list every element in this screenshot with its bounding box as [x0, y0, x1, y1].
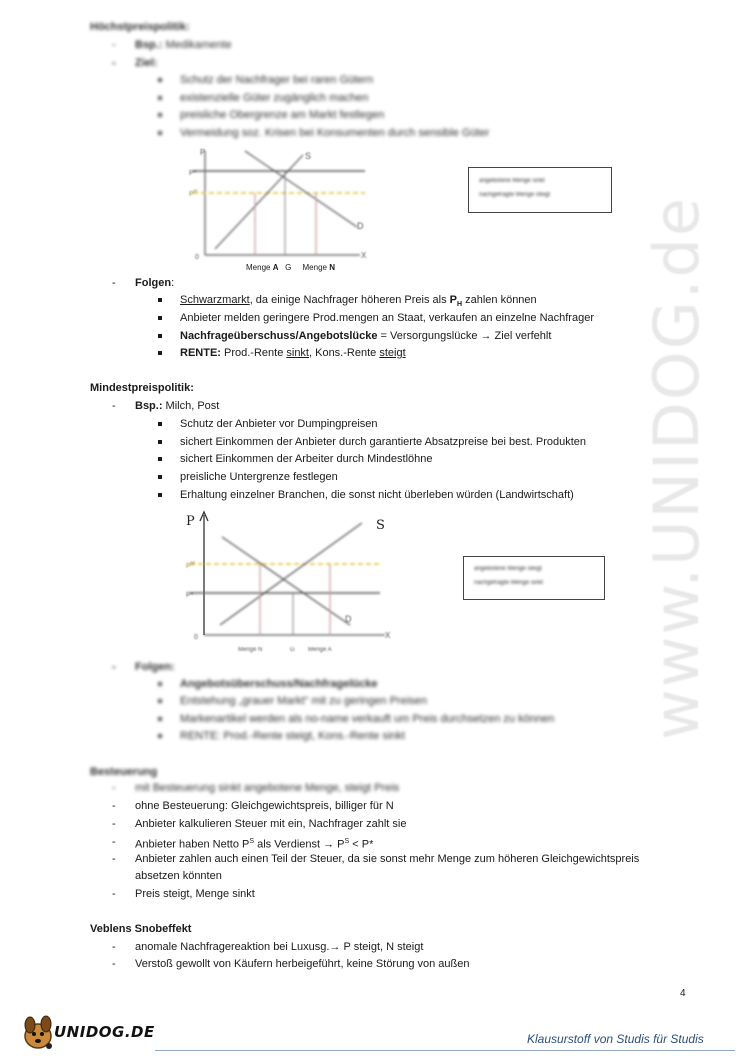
g1-d-label: D	[357, 221, 364, 231]
g1-menge-1: Menge	[246, 263, 271, 272]
heading-veblen: Veblens Snobeffekt	[90, 923, 192, 935]
heading-hoechstpreispolitik: Höchstpreispolitik:	[90, 21, 190, 33]
hoechstpreis-info-box	[468, 167, 612, 213]
g2-pstar: P*	[186, 592, 194, 599]
steuer-item-6: - Preis steigt, Menge sinkt	[135, 887, 255, 901]
folgen-1-item-2: Anbieter melden geringere Prod.mengen an Staat, verkaufen an einzelne Nachfrager	[180, 312, 594, 324]
mindestpreis-graph	[180, 507, 405, 657]
logo-text: UNIDOG.DE	[54, 1023, 155, 1041]
g2-box-line-2: nachgefragte Menge sinkt	[474, 580, 544, 586]
steuer-item-3: - Anbieter kalkulieren Steuer mit ein, Nachfrager zahlt sie	[135, 817, 406, 831]
g1-menge-a: A	[272, 263, 279, 272]
g1-origin: 0	[195, 254, 199, 261]
g1-s-label: S	[305, 151, 312, 161]
mindest-item-5: Erhaltung einzelner Branchen, die sonst nicht überleben würden (Landwirtschaft)	[180, 489, 574, 501]
g1-x-tick-labels	[246, 263, 335, 273]
g1-x-label: X	[361, 251, 367, 260]
bsp-line-2: - Bsp.: Milch, Post	[135, 399, 219, 413]
heading-mindestpreispolitik: Mindestpreispolitik:	[90, 382, 194, 394]
veblen-item-1: - anomale Nachfragereaktion bei Luxusg.→ P steigt, N steigt	[135, 940, 423, 954]
bsp-line-1	[135, 38, 232, 52]
folgen-1-item-1: Schwarzmarkt, da einige Nachfrager höheren Preis als $P_H$ zahlen können	[180, 293, 537, 312]
folgen-2-label: - Folgen:	[135, 660, 175, 674]
g2-tick-2: G	[290, 647, 295, 653]
steuer-item-1: - mit Besteuerung sinkt angebotene Menge, steigt Preis	[135, 781, 399, 795]
bsp-text: Medikamente	[165, 39, 232, 51]
g1-box-line-1: angebotene Menge sinkt	[479, 178, 545, 184]
folgen-1-item-3: Nachfrageüberschuss/Angebotslücke = Versorgungslücke → Ziel verfehlt	[180, 330, 552, 342]
folgen-2-item-4: RENTE: Prod.-Rente steigt, Kons.-Rente sinkt	[180, 730, 405, 742]
g2-x-label: X	[385, 631, 391, 640]
watermark: www.UNIDOG.de	[640, 196, 713, 740]
ziel-item-4: Vermeidung soz. Krisen bei Konsumenten durch sensible Güter	[180, 127, 490, 139]
g2-origin: 0	[194, 634, 198, 641]
g1-ph: $P^H$	[189, 189, 198, 198]
g2-pm: $P^M$	[186, 561, 195, 570]
g2-d-label: D	[345, 614, 352, 624]
folgen-2-item-2: Entstehung „grauer Markt“ mit zu geringen Preisen	[180, 695, 428, 707]
mindestpreis-info-box	[463, 556, 605, 600]
ziel-label: - Ziel:	[135, 56, 158, 70]
footer-divider	[155, 1050, 735, 1051]
mindest-item-3: sichert Einkommen der Arbeiter durch Mindestlöhne	[180, 453, 433, 465]
g1-g: G	[285, 263, 292, 272]
steuer-item-4: - Anbieter haben Netto $P^S$ als Verdienst → $P^S < P*$	[135, 835, 373, 852]
mindest-item-4: preisliche Untergrenze festlegen	[180, 471, 338, 483]
footer-slogan: Klausurstoff von Studis für Studis	[527, 1032, 704, 1046]
g2-box-line-1: angebotene Menge steigt	[474, 566, 542, 572]
mindest-item-2: sichert Einkommen der Anbieter durch garantierte Absatzpreise bei best. Produkten	[180, 436, 587, 448]
g1-menge-2: Menge	[302, 263, 327, 272]
ziel-item-3: preisliche Obergrenze am Markt festlegen	[180, 109, 385, 121]
steuer-item-2: - ohne Besteuerung: Gleichgewichtspreis, billiger für N	[135, 799, 394, 813]
g2-tick-3: Menge A	[308, 647, 332, 653]
page-number: 4	[680, 988, 686, 999]
folgen-2-item-3: Markenartikel werden als no-name verkauft um Preis durchsetzen zu können	[180, 713, 555, 725]
g1-pstar: P*	[189, 170, 197, 177]
folgen-1-item-4: RENTE: Prod.-Rente sinkt, Kons.-Rente steigt	[180, 347, 406, 359]
g1-p-label: P	[200, 148, 206, 157]
folgen-1-label: - Folgen:	[135, 276, 174, 290]
ziel-item-1: Schutz der Nachfrager bei raren Gütern	[180, 74, 374, 86]
steuer-item-5-line1: - Anbieter zahlen auch einen Teil der Steuer, da sie sonst mehr Menge zum höheren Gleichgewichtspreis	[135, 852, 639, 866]
g2-s-label: S	[376, 518, 385, 533]
folgen-2-item-1: Angebotsüberschuss/Nachfragelücke	[180, 678, 378, 690]
g2-p-label: P	[186, 514, 195, 529]
g2-tick-1: Menge N	[238, 647, 263, 653]
g1-box-line-2: nachgefragte Menge steigt	[479, 192, 551, 198]
bsp-label: Bsp.:	[135, 39, 163, 51]
steuer-item-5-line2: absetzen könnten	[135, 870, 222, 882]
veblen-item-2: - Verstoß gewollt von Käufern herbeigeführt, keine Störung von außen	[135, 957, 470, 971]
hoechstpreis-graph	[185, 145, 375, 275]
mindest-item-1: Schutz der Anbieter vor Dumpingpreisen	[180, 418, 378, 430]
heading-besteuerung: Besteuerung	[90, 766, 158, 778]
g1-menge-n: N	[329, 263, 335, 272]
ziel-item-2: existenzielle Güter zugänglich machen	[180, 92, 369, 104]
